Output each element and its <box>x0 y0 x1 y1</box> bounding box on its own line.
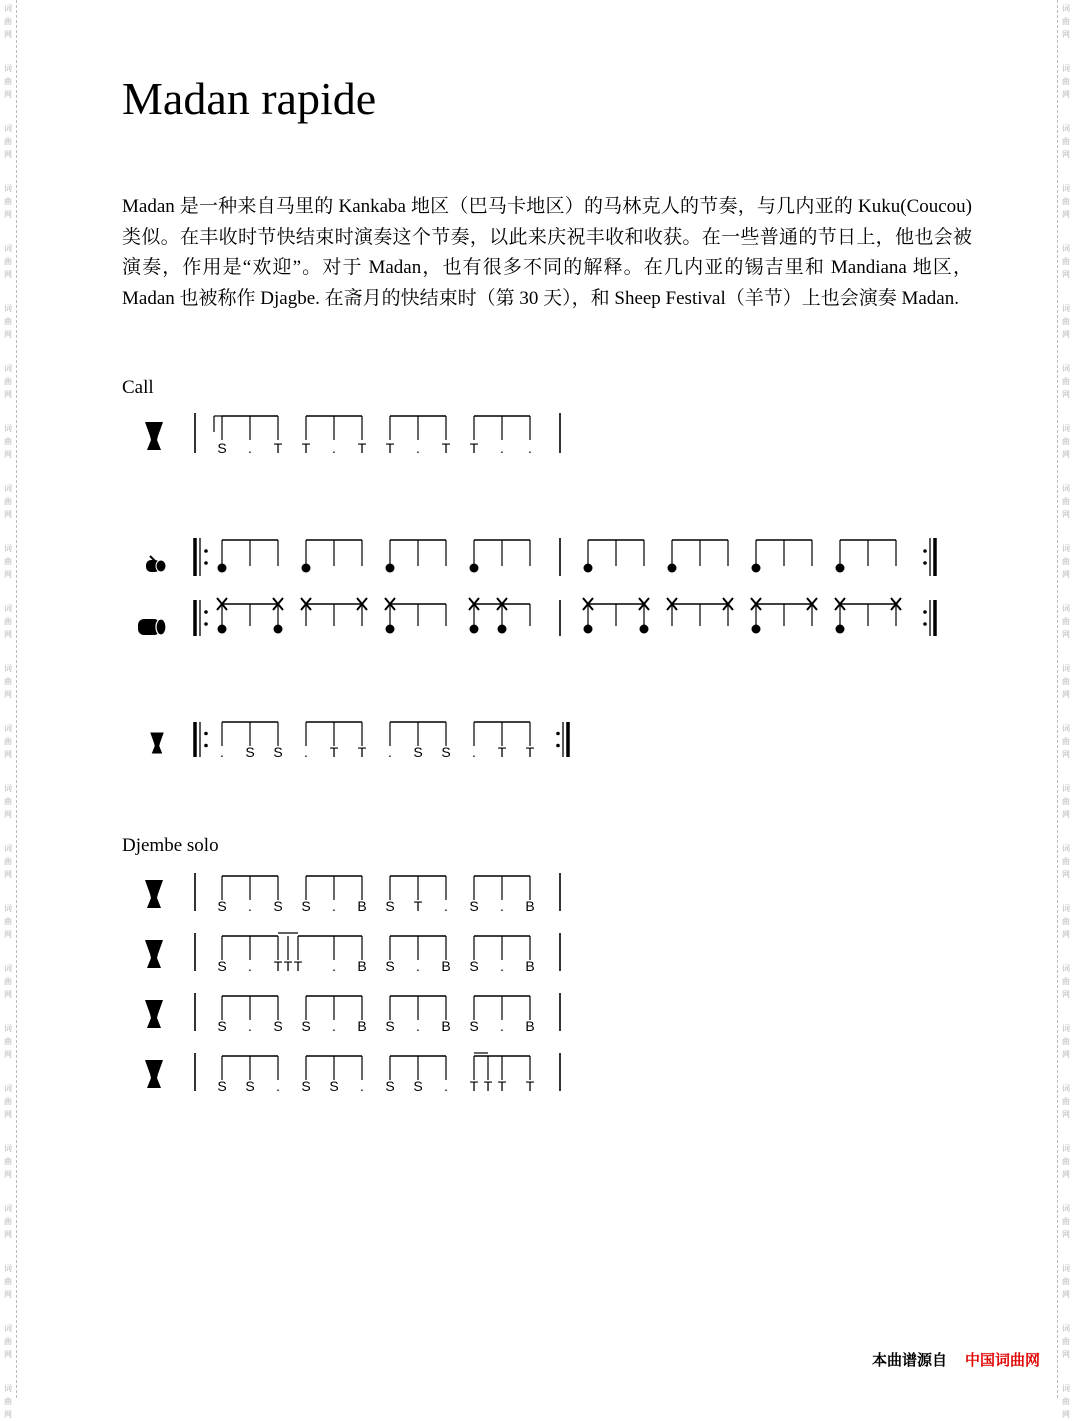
watermark-text: 词曲网 <box>4 964 12 999</box>
watermark-text: 词曲网 <box>1062 544 1070 579</box>
watermark-text: 词曲网 <box>1062 1384 1070 1419</box>
call-stroke: T <box>301 440 311 456</box>
djembe-icon <box>145 880 163 908</box>
watermark-text: 词曲网 <box>4 664 12 699</box>
repeat-dot <box>204 549 208 553</box>
section-solo-label: Djembe solo <box>122 835 219 856</box>
dundun-note <box>752 625 761 634</box>
solo-stroke: B <box>441 1018 451 1034</box>
watermark-text: 词曲网 <box>1062 364 1070 399</box>
solo-stroke: S <box>217 958 227 974</box>
call-stroke: T <box>273 440 283 456</box>
djembe-icon <box>150 733 164 754</box>
djembe-icon <box>145 1000 163 1028</box>
accompaniment-stroke: . <box>304 744 308 760</box>
kenkeni-note <box>470 564 479 573</box>
watermark-text: 词曲网 <box>1062 724 1070 759</box>
solo-stroke: S <box>385 898 395 914</box>
footer-source-label: 本曲谱源自 <box>871 1351 947 1369</box>
watermark-text: 词曲网 <box>4 1204 12 1239</box>
solo-stroke: S <box>385 1078 395 1094</box>
page-title: Madan rapide <box>122 73 377 124</box>
solo-stroke: T <box>293 958 303 974</box>
watermark-text: 词曲网 <box>4 544 12 579</box>
watermark-text: 词曲网 <box>1062 484 1070 519</box>
accompaniment-stroke: S <box>245 744 255 760</box>
solo-stroke: S <box>301 898 311 914</box>
solo-stroke: B <box>525 1018 535 1034</box>
call-stroke: . <box>248 440 252 456</box>
watermark-text: 词曲网 <box>4 364 12 399</box>
solo-stroke: S <box>245 1078 255 1094</box>
watermark-text: 词曲网 <box>4 604 12 639</box>
watermark-text: 词曲网 <box>4 1324 12 1359</box>
watermark-text: 词曲网 <box>4 424 12 459</box>
kenkeni-note <box>668 564 677 573</box>
watermark-text: 词曲网 <box>1062 784 1070 819</box>
drum-head-icon <box>156 560 166 572</box>
solo-stroke: B <box>357 898 367 914</box>
solo-stroke: . <box>248 898 252 914</box>
solo-stroke: . <box>444 898 448 914</box>
djembe-icon <box>145 422 163 450</box>
watermark-text: 词曲网 <box>4 784 12 819</box>
watermark-text: 词曲网 <box>1062 1204 1070 1239</box>
call-stroke: . <box>416 440 420 456</box>
solo-stroke: S <box>217 898 227 914</box>
call-stroke: T <box>441 440 451 456</box>
solo-stroke: T <box>483 1078 493 1094</box>
watermark-text: 词曲网 <box>4 304 12 339</box>
repeat-dot <box>204 622 208 626</box>
solo-stroke: S <box>413 1078 423 1094</box>
watermark-text: 词曲网 <box>4 484 12 519</box>
watermark-text: 词曲网 <box>4 4 12 39</box>
solo-stroke: T <box>497 1078 507 1094</box>
solo-stroke: T <box>273 958 283 974</box>
solo-stroke: . <box>248 1018 252 1034</box>
watermark-text: 词曲网 <box>1062 1144 1070 1179</box>
solo-stroke: . <box>332 898 336 914</box>
solo-stroke: . <box>500 958 504 974</box>
solo-stroke: S <box>469 1018 479 1034</box>
dundun-note <box>470 625 479 634</box>
kenkeni-note <box>302 564 311 573</box>
solo-stroke: B <box>357 958 367 974</box>
kenkeni-note <box>386 564 395 573</box>
solo-stroke: . <box>276 1078 280 1094</box>
watermark-text: 词曲网 <box>4 1264 12 1299</box>
solo-stroke: B <box>441 958 451 974</box>
call-stroke: . <box>500 440 504 456</box>
watermark-text: 词曲网 <box>1062 184 1070 219</box>
repeat-dot <box>923 622 927 626</box>
watermark-text: 词曲网 <box>4 64 12 99</box>
watermark-text: 词曲网 <box>4 184 12 219</box>
solo-stroke: S <box>329 1078 339 1094</box>
repeat-dot <box>556 732 560 736</box>
solo-stroke: . <box>416 1018 420 1034</box>
djembe-icon <box>145 1060 163 1088</box>
call-stroke: T <box>469 440 479 456</box>
dundun-note <box>274 625 283 634</box>
kenkeni-note <box>752 564 761 573</box>
solo-stroke: S <box>217 1018 227 1034</box>
watermark-text: 词曲网 <box>1062 64 1070 99</box>
repeat-dot <box>204 610 208 614</box>
footer-source <box>872 1349 1040 1370</box>
dundun-note <box>584 625 593 634</box>
watermark-text: 词曲网 <box>4 1084 12 1119</box>
watermark-text: 词曲网 <box>4 124 12 159</box>
solo-stroke: S <box>385 958 395 974</box>
repeat-dot <box>204 744 208 748</box>
call-stroke: T <box>385 440 395 456</box>
repeat-dot <box>556 744 560 748</box>
accompaniment-stroke: T <box>525 744 535 760</box>
solo-stroke: . <box>444 1078 448 1094</box>
solo-stroke: B <box>525 898 535 914</box>
dundun-note <box>836 625 845 634</box>
accompaniment-stroke: T <box>497 744 507 760</box>
call-stroke: . <box>528 440 532 456</box>
call-stroke: . <box>332 440 336 456</box>
accompaniment-stroke: . <box>472 744 476 760</box>
watermark-text: 词曲网 <box>4 1024 12 1059</box>
watermark-text: 词曲网 <box>1062 964 1070 999</box>
djembe-icon <box>145 940 163 968</box>
watermark-text: 词曲网 <box>4 844 12 879</box>
watermark-text: 词曲网 <box>4 1384 12 1419</box>
watermark-text: 词曲网 <box>1062 1024 1070 1059</box>
solo-stroke: . <box>332 958 336 974</box>
solo-stroke: . <box>360 1078 364 1094</box>
dundun-note <box>498 625 507 634</box>
watermark-text: 词曲网 <box>1062 244 1070 279</box>
footer-site-link[interactable]: 中国词曲网 <box>964 1351 1040 1369</box>
solo-stroke: T <box>525 1078 535 1094</box>
repeat-dot <box>204 732 208 736</box>
call-stroke: T <box>357 440 367 456</box>
solo-stroke: S <box>273 1018 283 1034</box>
solo-stroke: S <box>301 1018 311 1034</box>
watermark-text: 词曲网 <box>4 904 12 939</box>
watermark-text: 词曲网 <box>4 244 12 279</box>
solo-stroke: S <box>273 898 283 914</box>
dundun-note <box>640 625 649 634</box>
watermark-text: 词曲网 <box>4 1144 12 1179</box>
section-call-label: Call <box>122 377 154 398</box>
accompaniment-stroke: T <box>357 744 367 760</box>
watermark-text: 词曲网 <box>1062 1084 1070 1119</box>
solo-stroke: T <box>283 958 293 974</box>
accompaniment-stroke: T <box>329 744 339 760</box>
accompaniment-stroke: S <box>273 744 283 760</box>
watermark-text: 词曲网 <box>1062 664 1070 699</box>
watermark-text: 词曲网 <box>1062 424 1070 459</box>
call-stroke: S <box>217 440 227 456</box>
repeat-dot <box>923 610 927 614</box>
accompaniment-stroke: . <box>388 744 392 760</box>
repeat-dot <box>204 561 208 565</box>
solo-stroke: T <box>469 1078 479 1094</box>
repeat-dot <box>923 561 927 565</box>
watermark-text: 词曲网 <box>1062 1324 1070 1359</box>
kenkeni-note <box>584 564 593 573</box>
solo-stroke: B <box>357 1018 367 1034</box>
watermark-text: 词曲网 <box>1062 604 1070 639</box>
accompaniment-stroke: S <box>441 744 451 760</box>
watermark-text: 词曲网 <box>1062 304 1070 339</box>
dundun-note <box>218 625 227 634</box>
solo-stroke: S <box>469 958 479 974</box>
dundun-note <box>386 625 395 634</box>
watermark-text: 词曲网 <box>1062 904 1070 939</box>
watermark-text: 词曲网 <box>1062 4 1070 39</box>
kenkeni-note <box>218 564 227 573</box>
solo-stroke: T <box>413 898 423 914</box>
solo-stroke: . <box>332 1018 336 1034</box>
watermark-text: 词曲网 <box>1062 1264 1070 1299</box>
intro-paragraph: Madan 是一种来自马里的 Kankaba 地区（巴马卡地区）的马林克人的节奏，与几内亚的 Kuku(Coucou)类似。在丰收时节快结束时演奏这个节奏，以此来庆祝丰收和收获。在一些普通的节日上，他也会被演奏，作用是“欢迎”。对于 Madan，也有很多不同的解释。在几内亚的锡吉里和 Mandiana 地区，Madan 也被称作 Djagbe. 在斋月的快结束时（第 30 天），和 Sheep Festival（羊节）上也会演奏 Madan. <box>122 196 972 309</box>
repeat-dot <box>923 549 927 553</box>
solo-stroke: . <box>500 1018 504 1034</box>
solo-stroke: S <box>217 1078 227 1094</box>
solo-stroke: . <box>416 958 420 974</box>
kenkeni-note <box>836 564 845 573</box>
accompaniment-stroke: S <box>413 744 423 760</box>
solo-stroke: S <box>385 1018 395 1034</box>
watermark-text: 词曲网 <box>1062 844 1070 879</box>
accompaniment-stroke: . <box>220 744 224 760</box>
solo-stroke: S <box>301 1078 311 1094</box>
watermark-text: 词曲网 <box>1062 124 1070 159</box>
solo-stroke: . <box>500 898 504 914</box>
solo-stroke: S <box>469 898 479 914</box>
solo-stroke: . <box>248 958 252 974</box>
watermark-text: 词曲网 <box>4 724 12 759</box>
solo-stroke: B <box>525 958 535 974</box>
drum-head-icon <box>156 619 166 635</box>
